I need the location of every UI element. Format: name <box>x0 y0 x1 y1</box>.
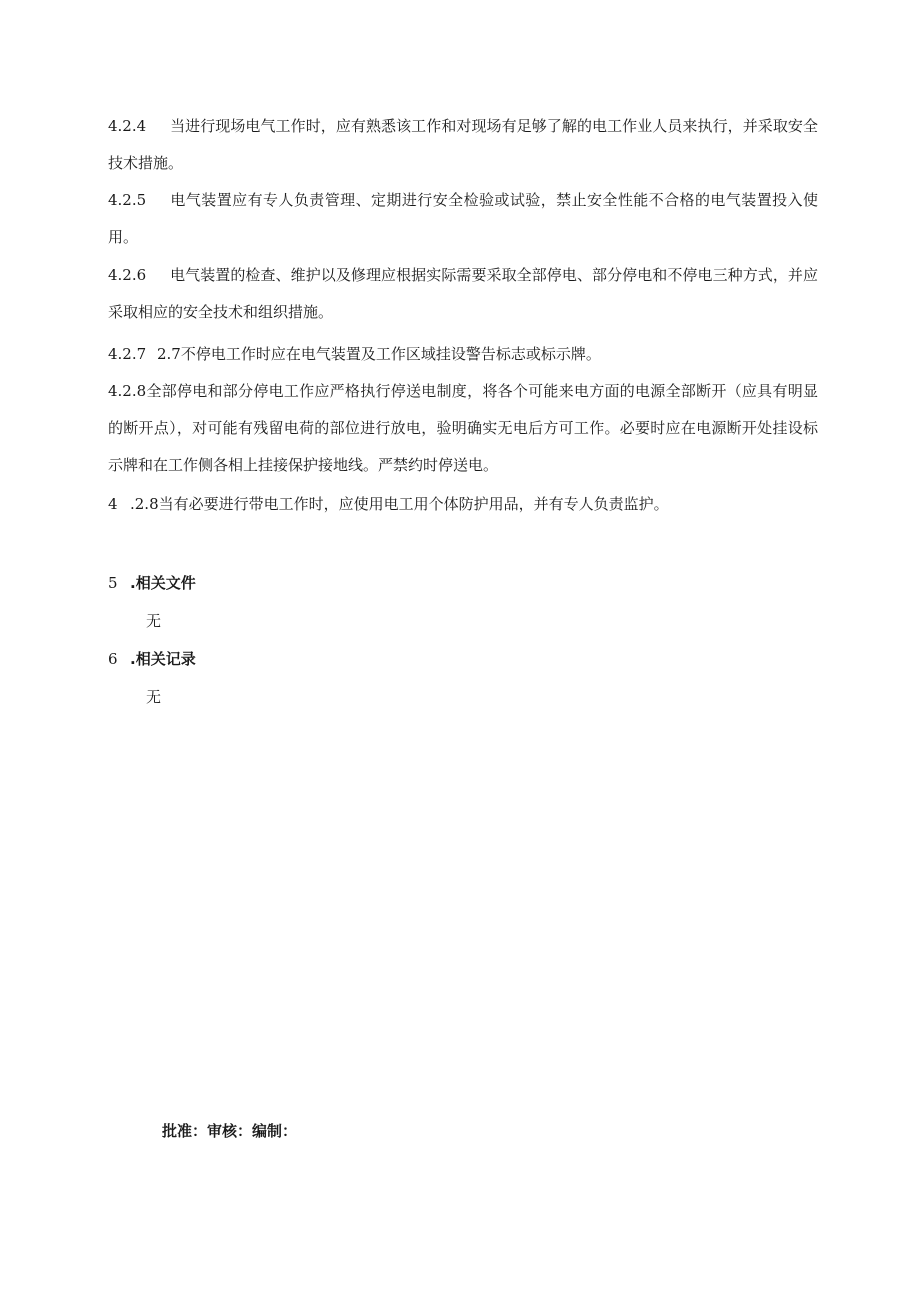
clause-4-2-8-live <box>108 486 818 523</box>
clause-text: 电气装置应有专人负责管理、定期进行安全检验或试验，禁止安全性能不合格的电气装置投入使用。 <box>108 191 818 246</box>
clause-4-2-5 <box>108 182 818 256</box>
section-related-records-body: 无 <box>146 688 162 706</box>
clause-text: 全部停电和部分停电工作应严格执行停送电制度，将各个可能来电方面的电源全部断开（应具有明显的断开点），对可能有残留电荷的部位进行放电，验明确实无电后方可工作。必要时应在电源断开处挂设标示牌和在工作侧各相上挂接保护接地线。严禁约时停送电。 <box>108 382 818 474</box>
clause-4-2-4 <box>108 108 818 182</box>
section-number: 6 <box>108 650 118 668</box>
clause-number: 4.2.7 <box>108 345 147 363</box>
clause-number: 4.2.5 <box>108 191 147 209</box>
clause-number: 4.2.8 <box>108 382 147 400</box>
clause-text: .2.8当有必要进行带电工作时，应使用电工用个体防护用品，并有专人负责监护。 <box>130 495 669 513</box>
clause-text: 2.7不停电工作时应在电气装置及工作区域挂设警告标志或标示牌。 <box>157 345 601 363</box>
section-title: .相关记录 <box>130 650 196 668</box>
clause-number: 4.2.6 <box>108 266 147 284</box>
section-related-documents <box>108 571 196 595</box>
section-related-records <box>108 647 196 671</box>
clause-4-2-6 <box>108 257 818 331</box>
signoff-line: 批准：审核：编制： <box>162 1122 298 1140</box>
section-number: 5 <box>108 574 118 592</box>
section-related-documents-body: 无 <box>146 612 162 630</box>
clause-4-2-7 <box>108 336 818 373</box>
section-title: .相关文件 <box>130 574 196 592</box>
clause-text: 当进行现场电气工作时，应有熟悉该工作和对现场有足够了解的电工作业人员来执行，并采取安全技术措施。 <box>108 117 818 172</box>
clause-number: 4.2.4 <box>108 117 147 135</box>
clause-text: 电气装置的检查、维护以及修理应根据实际需要采取全部停电、部分停电和不停电三种方式，并应采取相应的安全技术和组织措施。 <box>108 266 818 321</box>
clause-number: 4 <box>108 495 118 513</box>
clause-4-2-8 <box>108 373 818 484</box>
